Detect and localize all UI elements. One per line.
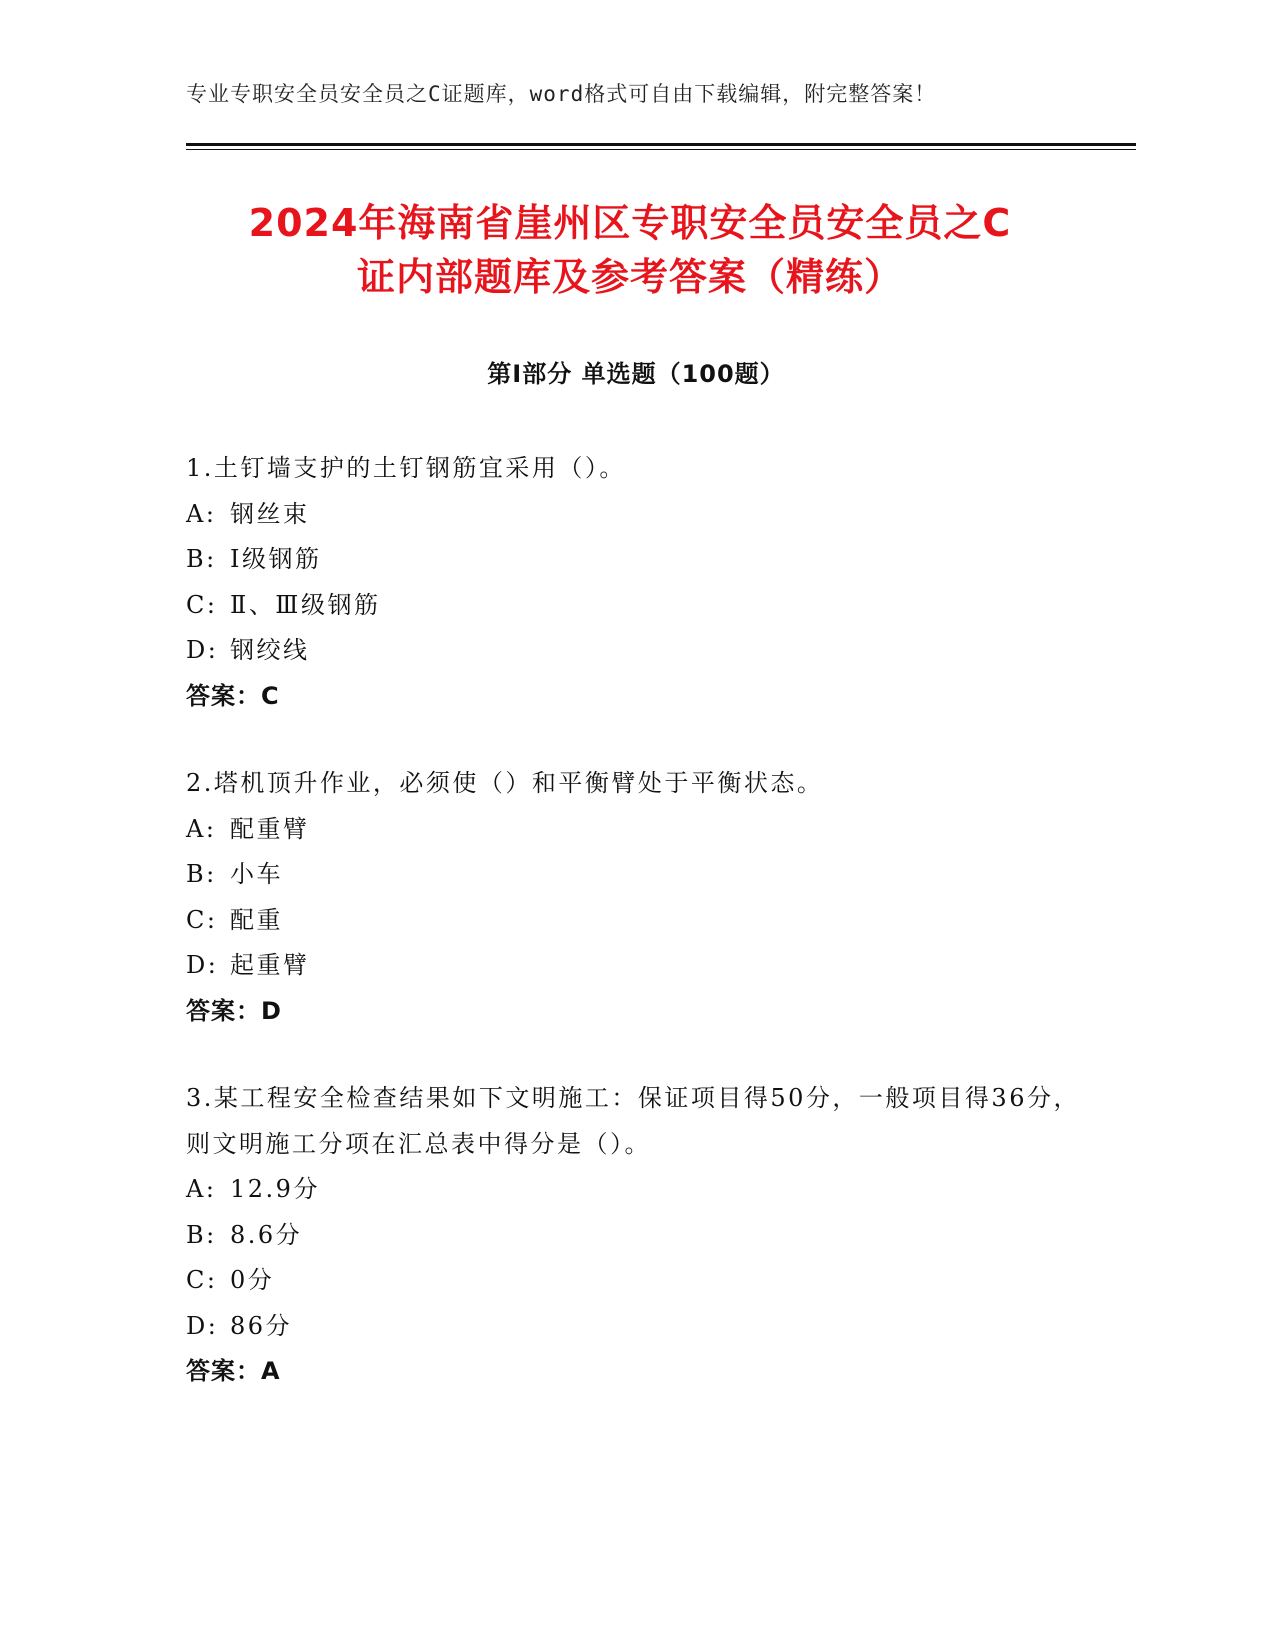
document-title-line-2: 证内部题库及参考答案（精练）: [356, 255, 903, 299]
option-a: [186, 1167, 1086, 1213]
option-text: Ⅰ级钢筋: [230, 545, 322, 573]
question-2: [186, 761, 1086, 1034]
option-text: 配重: [230, 905, 283, 934]
option-d: [186, 1304, 1086, 1350]
option-d: [186, 628, 1086, 674]
document-title: [150, 196, 1110, 304]
option-letter: B:: [186, 860, 217, 888]
option-text: 起重臂: [230, 951, 310, 979]
question-1: [186, 446, 1086, 719]
option-text: 0分: [230, 1266, 275, 1294]
option-letter: B:: [186, 1220, 217, 1249]
option-letter: B:: [186, 545, 217, 573]
option-text: 小车: [230, 860, 283, 888]
option-letter: C:: [186, 1266, 218, 1294]
option-text: 12.9分: [230, 1175, 320, 1203]
option-letter: D:: [186, 951, 219, 979]
answer-line: 答案：D: [186, 996, 282, 1025]
option-b: [186, 852, 1086, 898]
document-title-line-1: 2024年海南省崖州区专职安全员安全员之C: [248, 201, 1012, 245]
question-text: 1.土钉墙支护的土钉钢筋宜采用（）。: [186, 454, 626, 482]
option-letter: A:: [186, 1175, 217, 1203]
header-rule-thick: [186, 143, 1136, 146]
option-c: [186, 1258, 1086, 1304]
page-header: 专业专职安全员安全员之C证题库，word格式可自由下载编辑，附完整答案！: [186, 82, 937, 106]
option-text: Ⅱ、Ⅲ级钢筋: [230, 590, 381, 619]
option-c: [186, 898, 1086, 944]
header-rule-thin: [186, 149, 1136, 150]
question-text: 3.某工程安全检查结果如下文明施工：保证项目得50分，一般项目得36分，则文明施工分项在汇总表中得分是（）。: [186, 1084, 1080, 1158]
option-d: [186, 943, 1086, 989]
question-list: [186, 446, 1086, 1437]
option-letter: A:: [186, 499, 217, 528]
option-text: 8.6分: [230, 1220, 303, 1249]
option-letter: A:: [186, 814, 217, 843]
option-text: 86分: [230, 1311, 293, 1340]
option-letter: D:: [186, 1311, 219, 1340]
question-text: 2.塔机顶升作业，必须使（）和平衡臂处于平衡状态。: [186, 769, 824, 797]
option-a: [186, 492, 1086, 538]
answer-line: 答案：A: [186, 1357, 281, 1385]
option-letter: C:: [186, 590, 218, 619]
option-c: [186, 583, 1086, 629]
option-text: 钢绞线: [230, 636, 310, 664]
option-b: [186, 537, 1086, 583]
option-b: [186, 1213, 1086, 1259]
question-3: [186, 1076, 1086, 1395]
option-letter: D:: [186, 636, 219, 664]
option-text: 配重臂: [230, 814, 310, 843]
section-title: 第Ⅰ部分 单选题（100题）: [487, 360, 785, 388]
option-a: [186, 807, 1086, 853]
option-text: 钢丝束: [230, 499, 310, 528]
option-letter: C:: [186, 905, 218, 934]
answer-line: 答案：C: [186, 681, 280, 710]
